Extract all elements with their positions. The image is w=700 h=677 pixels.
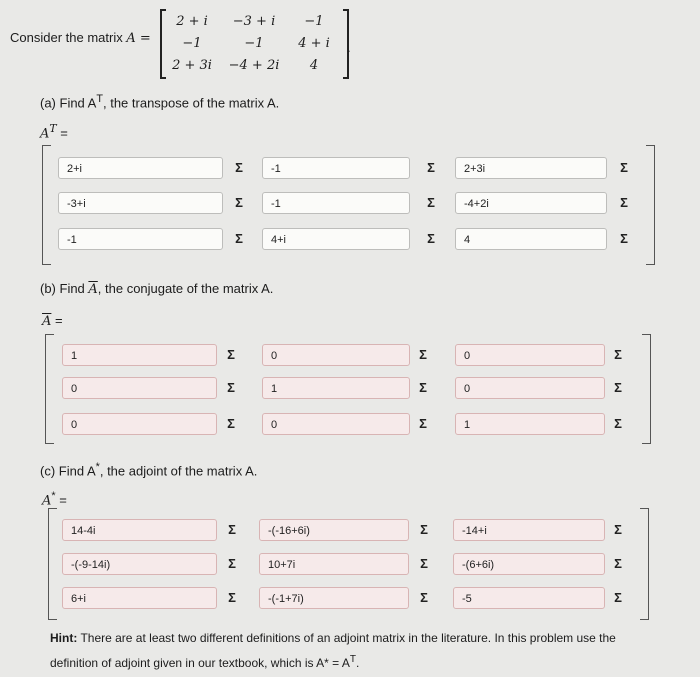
answer-field[interactable]: 2+i	[58, 157, 223, 179]
hint-line-2: definition of adjoint given in our textbook, which is A* = A	[50, 656, 350, 670]
answer-field[interactable]: 0	[455, 377, 605, 399]
part-a-right-bracket	[646, 145, 655, 265]
given-matrix	[160, 10, 349, 78]
answer-field[interactable]: 14-4i	[62, 519, 217, 541]
part-a-label: (a) Find A	[40, 95, 97, 111]
hint	[50, 628, 690, 674]
sigma-icon[interactable]: Σ	[614, 522, 622, 537]
matrix-cell: 4	[309, 58, 319, 73]
answer-field[interactable]: -(-1+7i)	[259, 587, 409, 609]
hint-line-2-tail: .	[355, 656, 360, 670]
matrix-cell: 4 + i	[298, 36, 330, 51]
answer-field[interactable]: 6+i	[62, 587, 217, 609]
sigma-icon[interactable]: Σ	[620, 231, 628, 246]
sigma-icon[interactable]: Σ	[427, 160, 435, 175]
answer-field[interactable]: 0	[62, 377, 217, 399]
sigma-icon[interactable]: Σ	[227, 380, 235, 395]
sigma-icon[interactable]: Σ	[614, 347, 622, 362]
sigma-icon[interactable]: Σ	[420, 522, 428, 537]
sigma-icon[interactable]: Σ	[614, 590, 622, 605]
sigma-icon[interactable]: Σ	[420, 556, 428, 571]
answer-field[interactable]: -(6+6i)	[453, 553, 605, 575]
part-b-question	[40, 281, 273, 297]
part-b-label-sym: $\overline{A}$	[88, 282, 98, 297]
part-a-eq-sup: T	[49, 122, 57, 135]
answer-field[interactable]: -1	[262, 157, 410, 179]
matrix-cell: −1	[244, 36, 264, 51]
sigma-icon[interactable]: Σ	[235, 231, 243, 246]
part-b-label-tail: , the conjugate of the matrix A.	[97, 281, 274, 296]
answer-field[interactable]: 4+i	[262, 228, 410, 250]
answer-field[interactable]: 0	[455, 344, 605, 366]
matrix-cell: −4 + 2i	[228, 58, 280, 73]
sigma-icon[interactable]: Σ	[228, 556, 236, 571]
hint-label: Hint:	[50, 631, 78, 645]
problem-statement	[10, 30, 151, 46]
part-c-eq-tail: =	[55, 492, 67, 508]
part-c-label-sup: *	[95, 461, 100, 473]
part-c-question	[40, 461, 257, 478]
part-b-right-bracket	[642, 334, 651, 444]
answer-field[interactable]: -14+i	[453, 519, 605, 541]
part-c-label: (c) Find A	[40, 463, 96, 479]
answer-field[interactable]: -(-9-14i)	[62, 553, 217, 575]
answer-field[interactable]: 1	[455, 413, 605, 435]
sigma-icon[interactable]: Σ	[427, 231, 435, 246]
answer-field[interactable]: 10+7i	[259, 553, 409, 575]
answer-field[interactable]: -1	[262, 192, 410, 214]
part-a-label-sup: T	[96, 93, 103, 105]
answer-field[interactable]: 0	[262, 344, 410, 366]
intro-symbol: A =	[126, 31, 151, 46]
part-a-question	[40, 93, 279, 110]
sigma-icon[interactable]: Σ	[427, 195, 435, 210]
sigma-icon[interactable]: Σ	[620, 195, 628, 210]
answer-field[interactable]: 0	[262, 413, 410, 435]
intro-text: Consider the matrix	[10, 30, 123, 45]
part-b-equation	[42, 313, 63, 329]
sigma-icon[interactable]: Σ	[235, 160, 243, 175]
matrix-cell: 2 + 3i	[172, 58, 212, 73]
part-c-label-tail: , the adjoint of the matrix A.	[99, 463, 258, 479]
sigma-icon[interactable]: Σ	[227, 347, 235, 362]
part-b-eq-symbol: $\overline{A}$	[42, 314, 52, 329]
part-c-equation	[42, 490, 67, 508]
part-b-eq-tail: =	[51, 313, 63, 328]
answer-field[interactable]: 1	[62, 344, 217, 366]
part-a-eq-symbol: A	[40, 126, 50, 142]
sigma-icon[interactable]: Σ	[419, 380, 427, 395]
answer-field[interactable]: 4	[455, 228, 607, 250]
part-a-equation	[40, 122, 68, 141]
hint-line-1: There are at least two different definitions of an adjoint matrix in the literature. In this problem use the	[77, 631, 616, 645]
sigma-icon[interactable]: Σ	[614, 380, 622, 395]
part-c-eq-symbol: A	[42, 493, 52, 509]
part-a-label-tail: , the transpose of the matrix A.	[102, 95, 280, 111]
hint-line-2-sup: T	[349, 654, 356, 665]
answer-field[interactable]: -1	[58, 228, 223, 250]
part-a-eq-tail: =	[56, 125, 68, 141]
sigma-icon[interactable]: Σ	[420, 590, 428, 605]
part-b-label: (b) Find	[40, 281, 89, 296]
matrix-cell: 2 + i	[176, 14, 208, 29]
part-b-left-bracket	[45, 334, 54, 444]
sigma-icon[interactable]: Σ	[235, 195, 243, 210]
matrix-cell: −1	[304, 14, 324, 29]
matrix-cell: −1	[182, 36, 202, 51]
sigma-icon[interactable]: Σ	[227, 416, 235, 431]
answer-field[interactable]: 2+3i	[455, 157, 607, 179]
part-c-eq-sup: *	[51, 490, 56, 502]
intro-period: .	[347, 40, 351, 55]
answer-field[interactable]: 0	[62, 413, 217, 435]
part-c-left-bracket	[48, 508, 57, 620]
sigma-icon[interactable]: Σ	[228, 590, 236, 605]
answer-field[interactable]: 1	[262, 377, 410, 399]
answer-field[interactable]: -(-16+6i)	[259, 519, 409, 541]
answer-field[interactable]: -3+i	[58, 192, 223, 214]
part-a-left-bracket	[42, 145, 51, 265]
sigma-icon[interactable]: Σ	[620, 160, 628, 175]
part-c-right-bracket	[640, 508, 649, 620]
answer-field[interactable]: -5	[453, 587, 605, 609]
sigma-icon[interactable]: Σ	[419, 416, 427, 431]
sigma-icon[interactable]: Σ	[614, 416, 622, 431]
sigma-icon[interactable]: Σ	[228, 522, 236, 537]
sigma-icon[interactable]: Σ	[614, 556, 622, 571]
matrix-cell: −3 + i	[232, 14, 276, 29]
sigma-icon[interactable]: Σ	[419, 347, 427, 362]
answer-field[interactable]: -4+2i	[455, 192, 607, 214]
